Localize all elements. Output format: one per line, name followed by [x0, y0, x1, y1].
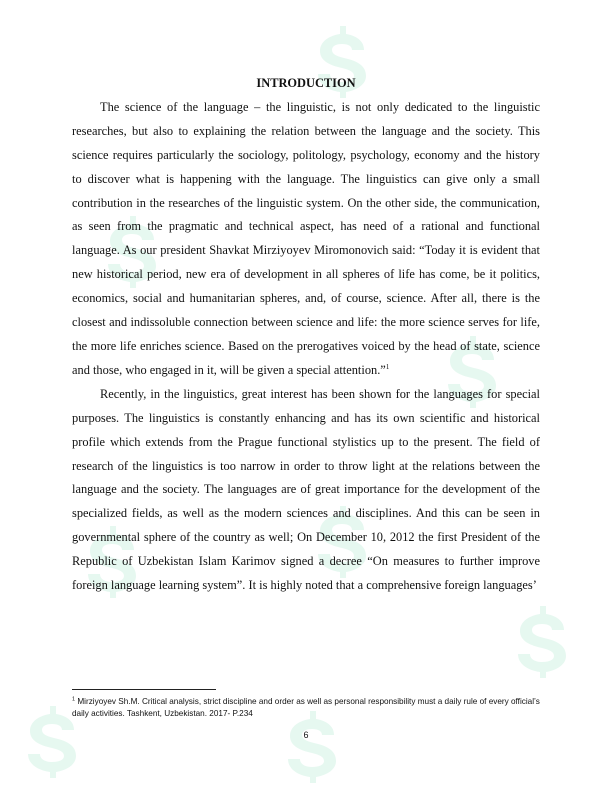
paragraph-2: Recently, in the linguistics, great interest has been shown for the languages for special purposes. The linguistics is constantly enhancing and has its own scientific and historical profile which extends from the Prague functional stylistics up to the present. The field of research of the linguistics is too narrow in order to throw light at the relations between the language and the society. The languages are of great importance for the development of the specialized fields, as well as the modern sciences and disciplines. And this can be seen in governmental sphere of the country as well; On December 10, 2012 the first President of the Republic of Uzbekistan Islam Karimov signed a decree “On measures to further improve foreign language learning system”. It is highly noted that a comprehensive foreign languages’ [72, 386, 540, 593]
body-text [72, 72, 540, 598]
footnote [72, 696, 540, 720]
page-number: 6 [303, 730, 309, 740]
footnote-marker: 1 [72, 696, 76, 703]
footnote-reference: 1 [385, 362, 390, 371]
page-title: INTRODUCTION [256, 76, 356, 90]
paragraph-1 [72, 96, 540, 383]
watermark-logo-icon [500, 600, 580, 680]
paragraph-1-text: The science of the language – the linguistic, is not only dedicated to the linguistic researches, but also to explaining the relation between the language and the society. This science requires particularly the sociology, politology, psychology, economy and the history to discover what is happening with the language. The linguistics can give only a small contribution in the researches of the linguistic system. On the other side, the communication, as seen from the pragmatic and technical aspect, has need of a rational and functional language. As our president Shavkat Mirziyoyev Miromonovich said: “Today it is evident that new historical period, new era of development in all spheres of life has come, be it politics, economics, social and humanitarian spheres, and, of course, science. After all, there is the closest and indissoluble connection between science and life: the more science serves for life, the more life enriches science. Based on the prerogatives voiced by the head of state, science and those, who engaged in it, will be given a special attention.” [72, 99, 540, 377]
footnote-separator [72, 689, 216, 690]
footnote-text: Mirziyoyev Sh.M. Critical analysis, strict discipline and order as well as personal responsibility must a daily rule of every official’s daily activities. Tashkent, Uzbekistan. 2017- P.234 [72, 697, 540, 718]
